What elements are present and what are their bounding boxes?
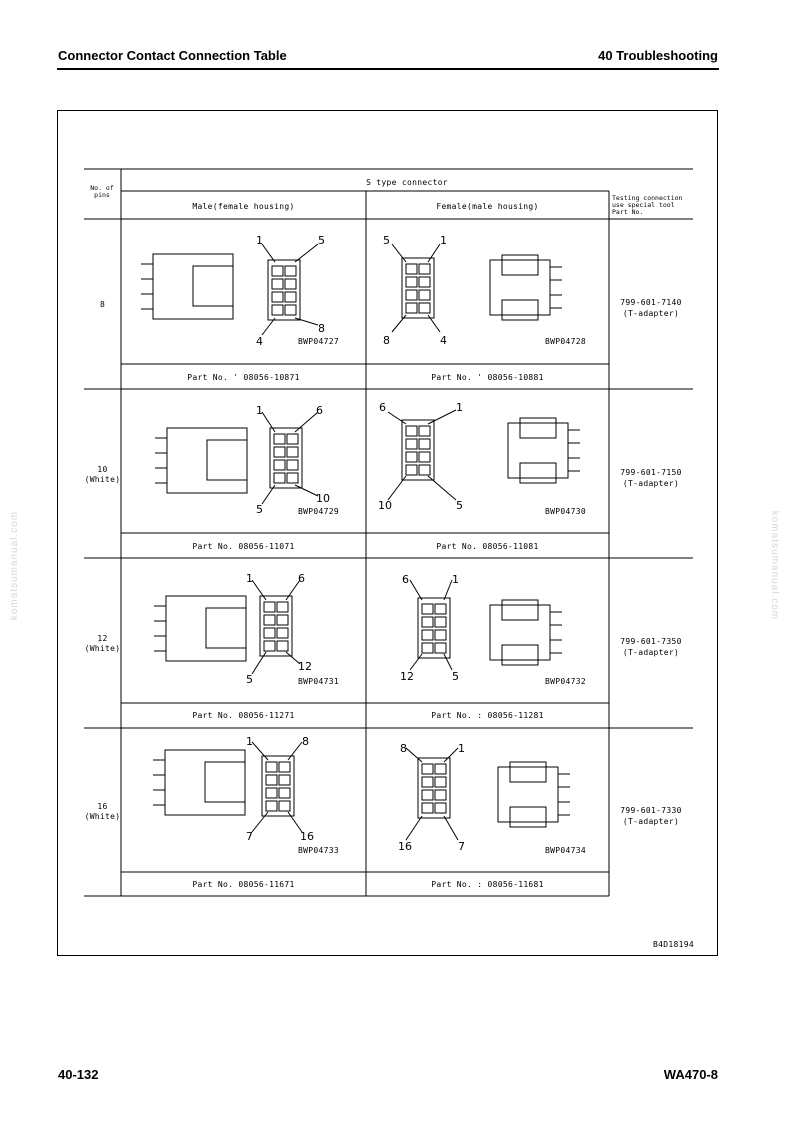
pin-label: 5 [452,670,459,683]
male-side-drawing-8 [141,254,233,319]
part-number: Part No. 08056-11071 [192,542,295,551]
pin-label: 1 [256,404,263,417]
part-number: Part No. : 08056-11681 [431,880,544,889]
pin-label: 16 [300,830,314,843]
female-side-drawing-16 [498,762,570,827]
figure-id: BWP04733 [298,846,339,855]
pin-label: 1 [458,742,465,755]
pin-label: 1 [246,572,253,585]
figure-id: BWP04734 [545,846,586,855]
figure-id: BWP04732 [545,677,586,686]
watermark-left: komatsumanual.com [9,510,21,621]
pin-label: 4 [256,335,263,348]
col-header-group: S type connector [366,178,448,187]
pin-label: 8 [400,742,407,755]
part-number: Part No. ' 08056-10871 [187,373,300,382]
tool-part-number: 799-601-7140 [620,298,682,307]
row-pins: 8 [99,300,106,309]
female-side-drawing-10 [508,418,580,483]
pin-label: 6 [316,404,323,417]
figure-code: B4D18194 [653,940,694,949]
header-title: Connector Contact Connection Table [58,48,287,63]
female-face-drawing-12 [418,598,450,658]
figure-id: BWP04731 [298,677,339,686]
tool-description: (T-adapter) [622,479,680,488]
figure-id: BWP04728 [545,337,586,346]
pin-label: 5 [318,234,325,247]
female-face-drawing-10 [402,420,434,480]
pin-label: 8 [318,322,325,335]
row-pins: 12 [97,634,108,643]
pin-label: 1 [452,573,459,586]
pin-label: 5 [256,503,263,516]
male-face-drawing-16 [262,756,294,816]
pin-label: 10 [316,492,330,505]
pin-label: 5 [246,673,253,686]
female-side-drawing-8 [490,255,562,320]
row-pins: 16 [97,802,108,811]
tool-part-number: 799-601-7330 [620,806,682,815]
tool-part-number: 799-601-7150 [620,468,682,477]
pin-label: 5 [456,499,463,512]
pin-label: 1 [440,234,447,247]
pin-label: 12 [298,660,312,673]
part-number: Part No. 08056-11671 [192,880,295,889]
tool-description: (T-adapter) [622,817,680,826]
tool-part-number: 799-601-7350 [620,637,682,646]
row-color: (White) [84,812,121,821]
col-header-female: Female(male housing) [436,202,539,211]
tool-description: (T-adapter) [622,648,680,657]
col-header-pins: No. of pins [90,184,114,199]
figure-id: BWP04730 [545,507,586,516]
pin-label: 7 [246,830,253,843]
figure-id: BWP04727 [298,337,339,346]
pin-label: 10 [378,499,392,512]
pin-label: 7 [458,840,465,853]
pin-label: 6 [379,401,386,414]
col-header-tool: Testing connection use special tool Part No. [612,194,683,216]
female-face-drawing-16 [418,758,450,818]
pin-label: 1 [456,401,463,414]
part-number: Part No. 08056-11081 [436,542,539,551]
male-face-drawing-12 [260,596,292,656]
row-pins: 10 [97,465,108,474]
male-side-drawing-12 [154,596,246,661]
female-side-drawing-12 [490,600,562,665]
figure-id: BWP04729 [298,507,339,516]
male-side-drawing-16 [153,750,245,815]
col-header-male: Male(female housing) [192,202,295,211]
part-number: Part No. : 08056-11281 [431,711,544,720]
male-face-drawing-8 [268,260,300,320]
footer-page: 40-132 [58,1067,99,1082]
male-face-drawing-10 [270,428,302,488]
male-side-drawing-10 [155,428,247,493]
header-section: 40 Troubleshooting [598,48,718,63]
pin-label: 16 [398,840,412,853]
pin-label: 4 [440,334,447,347]
row-color: (White) [84,644,121,653]
part-number: Part No. ' 08056-10881 [431,373,544,382]
pin-label: 1 [246,735,253,748]
footer-model: WA470-8 [663,1067,718,1082]
pin-label: 6 [298,572,305,585]
pin-label: 8 [383,334,390,347]
row-color: (White) [84,475,121,484]
pin-label: 5 [383,234,390,247]
female-face-drawing-8 [402,258,434,318]
part-number: Part No. 08056-11271 [192,711,295,720]
tool-description: (T-adapter) [622,309,680,318]
pin-label: 1 [256,234,263,247]
pin-label: 8 [302,735,309,748]
pin-label: 12 [400,670,414,683]
pin-label: 6 [402,573,409,586]
watermark-right: komatsumanual.com [769,510,781,621]
